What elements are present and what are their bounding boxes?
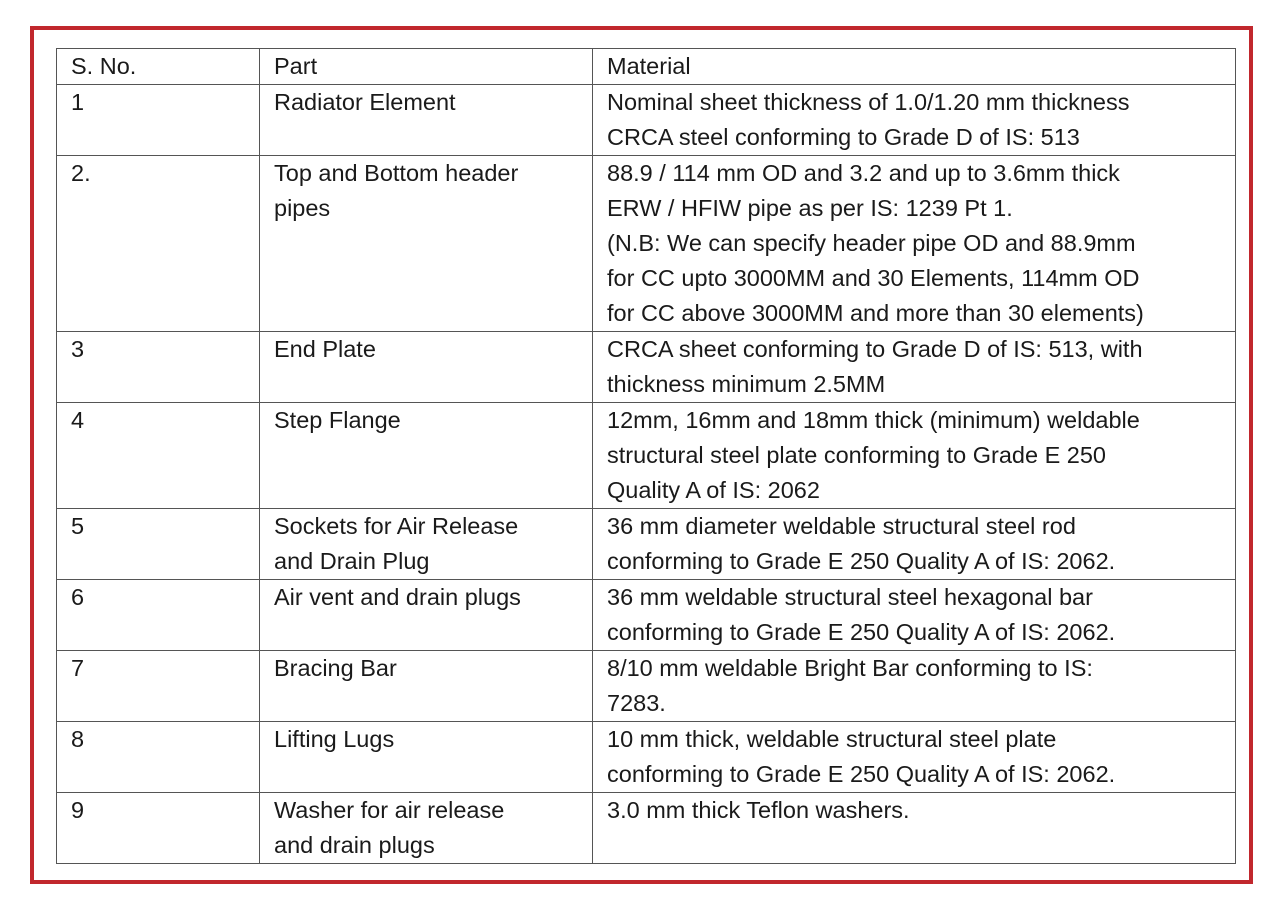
- cell-part: [260, 156, 593, 332]
- material-line: conforming to Grade E 250 Quality A of IS: 2062.: [607, 548, 1116, 574]
- table-row: [57, 651, 1236, 722]
- material-line: structural steel plate conforming to Grade E 250: [607, 442, 1106, 468]
- cell-sno: 7: [57, 651, 260, 722]
- part-line: pipes: [274, 195, 331, 221]
- cell-sno: 1: [57, 85, 260, 156]
- part-line: and Drain Plug: [274, 548, 430, 574]
- part-line: Washer for air release: [274, 797, 505, 823]
- material-line: Nominal sheet thickness of 1.0/1.20 mm thickness: [607, 89, 1130, 115]
- material-line: conforming to Grade E 250 Quality A of IS: 2062.: [607, 619, 1116, 645]
- material-line: ERW / HFIW pipe as per IS: 1239 Pt 1.: [607, 195, 1013, 221]
- cell-sno: 4: [57, 403, 260, 509]
- material-line: 3.0 mm thick Teflon washers.: [607, 797, 910, 823]
- cell-material: [593, 509, 1236, 580]
- part-line: Lifting Lugs: [274, 726, 395, 752]
- cell-material: [593, 332, 1236, 403]
- header-sno: S. No.: [57, 49, 260, 85]
- part-line: Sockets for Air Release: [274, 513, 519, 539]
- document-frame: [30, 26, 1253, 884]
- cell-sno: 9: [57, 793, 260, 864]
- part-line: and drain plugs: [274, 832, 435, 858]
- material-line: 10 mm thick, weldable structural steel plate: [607, 726, 1057, 752]
- cell-part: [260, 509, 593, 580]
- part-line: End Plate: [274, 336, 376, 362]
- cell-sno: 3: [57, 332, 260, 403]
- table-row: [57, 793, 1236, 864]
- material-line: for CC above 3000MM and more than 30 elements): [607, 300, 1144, 326]
- cell-material: [593, 85, 1236, 156]
- cell-material: [593, 651, 1236, 722]
- material-line: 12mm, 16mm and 18mm thick (minimum) weldable: [607, 407, 1140, 433]
- material-line: thickness minimum 2.5MM: [607, 371, 886, 397]
- cell-material: [593, 156, 1236, 332]
- material-line: CRCA steel conforming to Grade D of IS: 513: [607, 124, 1080, 150]
- material-line: 7283.: [607, 690, 666, 716]
- cell-sno: 8: [57, 722, 260, 793]
- cell-part: [260, 651, 593, 722]
- cell-sno: 5: [57, 509, 260, 580]
- cell-material: [593, 580, 1236, 651]
- material-line: 88.9 / 114 mm OD and 3.2 and up to 3.6mm thick: [607, 160, 1120, 186]
- parts-material-table: [56, 48, 1236, 864]
- material-line: (N.B: We can specify header pipe OD and 88.9mm: [607, 230, 1136, 256]
- material-line: 8/10 mm weldable Bright Bar conforming to IS:: [607, 655, 1093, 681]
- part-line: Radiator Element: [274, 89, 456, 115]
- table-row: [57, 509, 1236, 580]
- table-row: [57, 85, 1236, 156]
- part-line: Step Flange: [274, 407, 401, 433]
- material-line: Quality A of IS: 2062: [607, 477, 820, 503]
- cell-sno: 2.: [57, 156, 260, 332]
- cell-material: [593, 403, 1236, 509]
- table-body: [57, 85, 1236, 864]
- part-line: Top and Bottom header: [274, 160, 519, 186]
- part-line: Bracing Bar: [274, 655, 397, 681]
- table-row: [57, 403, 1236, 509]
- material-line: conforming to Grade E 250 Quality A of IS: 2062.: [607, 761, 1116, 787]
- cell-part: [260, 793, 593, 864]
- material-line: 36 mm weldable structural steel hexagonal bar: [607, 584, 1093, 610]
- material-line: for CC upto 3000MM and 30 Elements, 114mm OD: [607, 265, 1140, 291]
- cell-material: [593, 793, 1236, 864]
- cell-sno: 6: [57, 580, 260, 651]
- part-line: Air vent and drain plugs: [274, 584, 521, 610]
- cell-part: [260, 332, 593, 403]
- cell-material: [593, 722, 1236, 793]
- material-line: 36 mm diameter weldable structural steel rod: [607, 513, 1076, 539]
- cell-part: [260, 85, 593, 156]
- cell-part: [260, 722, 593, 793]
- header-material: Material: [593, 49, 1236, 85]
- cell-part: [260, 403, 593, 509]
- cell-part: [260, 580, 593, 651]
- table-row: [57, 722, 1236, 793]
- table-row: [57, 156, 1236, 332]
- material-line: CRCA sheet conforming to Grade D of IS: 513, with: [607, 336, 1143, 362]
- table-header-row: [57, 49, 1236, 85]
- table-row: [57, 580, 1236, 651]
- table-row: [57, 332, 1236, 403]
- header-part: Part: [260, 49, 593, 85]
